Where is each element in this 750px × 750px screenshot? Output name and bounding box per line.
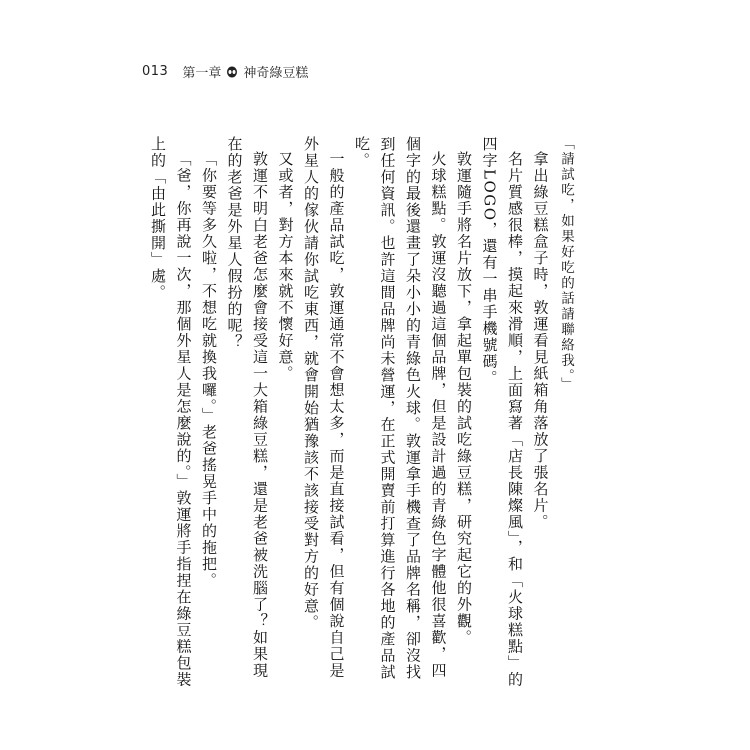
paragraph: 拿出綠豆糕盒子時，敦運看見紙箱角落放了張名片。 xyxy=(531,151,550,531)
paragraph: 敦運隨手將名片放下，拿起單包裝的試吃綠豆糕，研究起它的外觀。 xyxy=(455,151,473,646)
card-message: 「請試吃，如果好吃的話請聯絡我。」 xyxy=(558,136,574,393)
dialogue-paragraph: 「爸，你再說一次，那個外星人是怎麼說的。」敦運將手指捏在綠豆糕包裝上的「由此撕開」處。 xyxy=(149,136,193,688)
alien-icon xyxy=(226,66,238,78)
paragraph: 火球糕點。敦運沒聽過這個品牌，但是設計過的青綠色字體他很喜歡，四個字的最後還畫了朵小小的青綠色火球。敦運拿手機查了品牌名稱，卻沒找到任何資訊。也許這間品牌尚未營運，在正式開賣前打算進行各地的產品試吃。 xyxy=(353,136,448,681)
paragraph: 敦運不明白老爸怎麼會接受這一大箱綠豆糕，還是老爸被洗腦了？如果現在的老爸是外星人假扮的呢？ xyxy=(225,136,269,679)
running-header xyxy=(142,62,308,81)
paragraph: 一般的產品試吃，敦運通常不會想太多，而是直接試看，但有個說自己是外星人的傢伙請你試吃東西，就會開始猶豫該不該接受對方的好意。 xyxy=(302,136,346,679)
paragraph: 又或者，對方本來就不懷好意。 xyxy=(276,151,295,382)
chapter-label: 第一章 xyxy=(182,66,222,81)
body-text xyxy=(149,136,578,694)
page-number: 013 xyxy=(142,64,169,79)
chapter-title: 神奇綠豆糕 xyxy=(243,66,309,81)
dialogue-paragraph: 「你要等多久啦，不想吃就換我囉。」老爸搖晃手中的拖把。 xyxy=(200,151,218,589)
paragraph: 名片質感很棒，摸起來滑順，上面寫著「店長陳燦風」，和「火球糕點」的四字LOGO，還有一串手機號碼。 xyxy=(480,136,524,688)
